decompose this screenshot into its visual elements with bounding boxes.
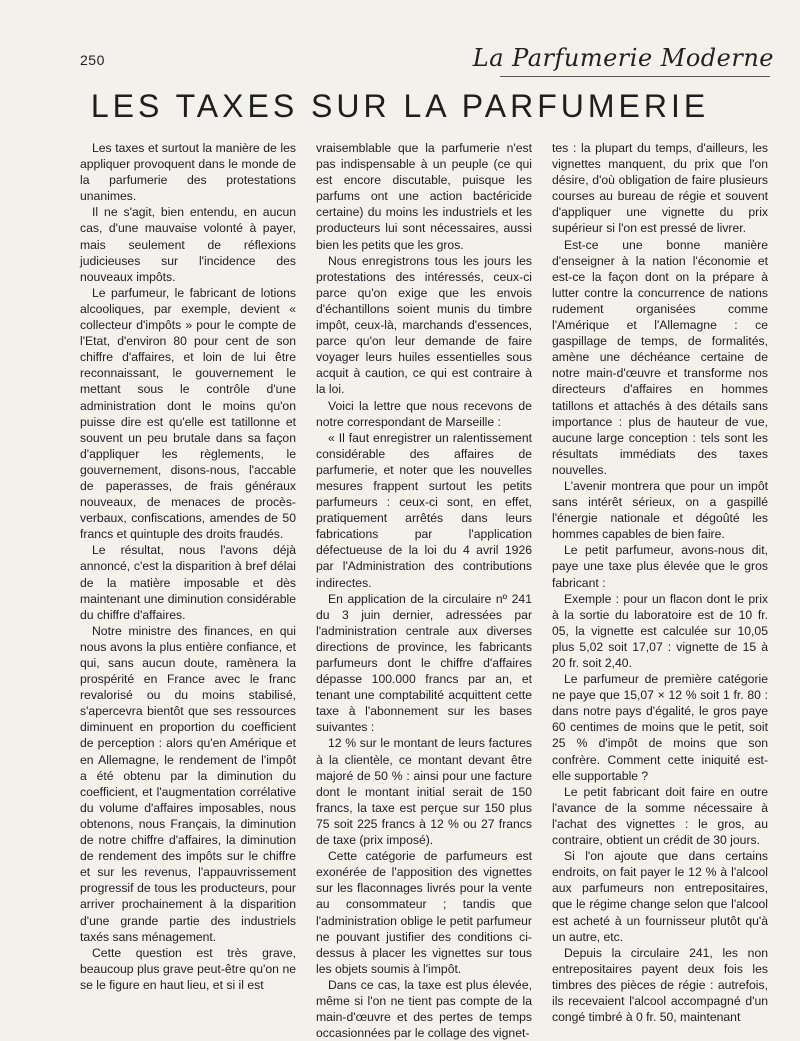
column-3	[552, 140, 768, 1030]
page-number: 250	[80, 52, 105, 68]
paragraph: Les taxes et surtout la manière de les appliquer provoquent dans le monde de la parfumerie des protestations unanimes.	[80, 141, 296, 204]
paragraph: Depuis la circulaire 241, les non entrepositaires payent deux fois les timbres des pièces de régie : autrefois, ils recevaient l'alcool accompagné d'un congé timbré à 0 fr. 50, maintenant	[552, 945, 768, 1025]
paragraph: Nous enregistrons tous les jours les protestations des intéressés, ceux-ci parce qu'on exige que les envois d'échantillons soient munis du timbre impôt, ceux-là, marchands d'essences, parce qu'on leur demande de faire voyager leurs huiles essentielles sous acquit à caution, ce qui est contraire à la loi.	[316, 253, 532, 397]
paragraph: Cette question est très grave, beaucoup plus grave peut-être qu'on ne se le figure en haut lieu, et si il est	[80, 945, 296, 992]
paragraph: Le petit fabricant doit faire en outre l'avance de la somme nécessaire à l'achat des vignettes : le gros, au contraire, obtient un crédit de 30 jours.	[552, 784, 768, 848]
journal-masthead: La Parfumerie Moderne	[472, 44, 774, 72]
column-2	[316, 140, 532, 1041]
paragraph: tes : la plupart du temps, d'ailleurs, les vignettes manquent, du prix que l'on désire, d'où obligation de faire plusieurs courses au bureau de régie et souvent d'appliquer une vignette du prix supérieur si l'on est pressé de livrer.	[552, 141, 768, 236]
paragraph: 12 % sur le montant de leurs factures à la clientèle, ce montant devant être majoré de 50 % : ainsi pour une facture dont le montant initial serait de 150 francs, la taxe est perçue sur 150 plus 75 soit 225 francs à 12 % ou 27 francs de taxe (prix imposé).	[316, 736, 532, 848]
paragraph: Il ne s'agit, bien entendu, en aucun cas, d'une mauvaise volonté à payer, mais seulement de réflexions judicieuses sur l'incidence des nouveaux impôts.	[80, 205, 296, 284]
paragraph: En application de la circulaire nº 241 du 3 juin dernier, adressées par l'administration centrale aux diverses directions de province, les fabricants parfumeurs dont le chiffre d'affaires dépasse 100.000 francs par an, et tenant une comptabilité acquittent cette taxe à l'abonnement sur les bases suivantes :	[316, 591, 532, 735]
paragraph: Le parfumeur, le fabricant de lotions alcooliques, par exemple, devient « collecteur d'impôts » pour le compte de l'Etat, d'environ 80 pour cent de son chiffre d'affaires, et loin de lui être reconnaissant, le gouvernement le mettant sous le contrôle d'une administration dont le moins qu'on puisse dire est qu'elle est tatillonne et souvent un peu brutale dans sa façon d'appliquer les règlements, le gouvernement, disons-nous, l'accable de paperasses, de frais généraux nouveaux, de menaces de procès-verbaux, confiscations, amendes de 50 francs et quintuple des droits fraudés.	[80, 285, 296, 542]
paragraph: vraisemblable que la parfumerie n'est pas indispensable à un peuple (ce qui est encore discutable, puisque les parfums ont une action bactéricide certaine) du moins les industriels et les producteurs lui sont nécessaires, aussi bien les petits que les gros.	[316, 141, 532, 252]
paragraph: Cette catégorie de parfumeurs est exonérée de l'apposition des vignettes sur les flaconnages livrés pour la vente au consommateur ; tandis que l'administration oblige le petit parfumeur ne pouvant justifier des conditions ci-dessus à placer les vignettes sur tous les objets soumis à l'impôt.	[316, 849, 532, 976]
paragraph: L'avenir montrera que pour un impôt sans intérêt sérieux, on a gaspillé l'énergie nationale et dégoûté les hommes capables de bien faire.	[552, 478, 768, 542]
paragraph: « Il faut enregistrer un ralentissement considérable des affaires de parfumerie, et noter que les nouvelles mesures frappent surtout les petits parfumeurs : ceux-ci sont, en effet, pratiquement arrêtés dans leurs fabrications par l'application défectueuse de la loi du 4 avril 1926 par l'Administration des contributions indirectes.	[316, 430, 532, 590]
paragraph: Le résultat, nous l'avons déjà annoncé, c'est la disparition à bref délai de la matière imposable et dès maintenant une diminution considérable du chiffre d'affaires.	[80, 543, 296, 622]
paragraph: Si l'on ajoute que dans certains endroits, on fait payer le 12 % à l'alcool aux parfumeurs non entrepositaires, que le régime change selon que l'alcool est acheté à un fournisseur plutôt qu'à un autre, etc.	[552, 849, 768, 944]
paragraph: Exemple : pour un flacon dont le prix à la sortie du laboratoire est de 10 fr. 05, la vignette est calculée sur 10,05 plus 5,02 soit 17,07 : vignette de 15 à 20 fr. soit 2,40.	[552, 591, 768, 670]
paragraph: Est-ce une bonne manière d'enseigner à la nation l'économie et est-ce la façon dont on la prépare à lutter contre la concurrence de nations rudement organisées comme l'Amérique et l'Allemagne : ce gaspillage de temps, de formalités, amène une déchéance certaine de notre main-d'œuvre et transforme nos directeurs d'affaires en hommes tatillons et attachés à des détails sans importance : plus de hauteur de vue, aucune large conception : tels sont les résultats immédiats des taxes nouvelles.	[552, 237, 768, 477]
paragraph: Dans ce cas, la taxe est plus élevée, même si l'on ne tient pas compte de la main-d'œuvre et des pertes de temps occasionnées par le collage des vignet-	[316, 977, 532, 1041]
article-title: LES TAXES SUR LA PARFUMERIE	[90, 88, 710, 124]
paragraph: Le petit parfumeur, avons-nous dit, paye une taxe plus élevée que le gros fabricant :	[552, 543, 768, 590]
article-body	[80, 140, 768, 1041]
column-1	[80, 140, 296, 1030]
paragraph: Voici la lettre que nous recevons de notre correspondant de Marseille :	[316, 398, 532, 429]
paragraph: Le parfumeur de première catégorie ne paye que 15,07 × 12 % soit 1 fr. 80 : dans notre pays d'égalité, le gros paye 60 centimes de moins que le petit, soit 25 % d'impôt de moins que son confrère. Comment cette iniquité est-elle supportable ?	[552, 672, 768, 783]
masthead-rule	[500, 76, 770, 77]
paragraph: Notre ministre des finances, en qui nous avons la plus entière confiance, et qui, sans aucun doute, ramènera la prospérité en France avec le franc revalorisé ou du moins stabilisé, s'apercevra bientôt que ses ressources diminuent en proportion du coefficient de perception : alors qu'en Amérique et en Allemagne, le rendement de l'impôt a été obtenu par la diminution du coefficient, et l'augmentation corrélative du volume d'affaires imposables, nous obtenons, nous Français, la diminution de notre chiffre d'affaires, la diminution de rendement des impôts sur le chiffre et sur les revenus, l'appauvrissement progressif de tous les producteurs, pour arriver prochainement à la disparition d'une grande partie des industriels taxés sans ménagement.	[80, 623, 296, 944]
